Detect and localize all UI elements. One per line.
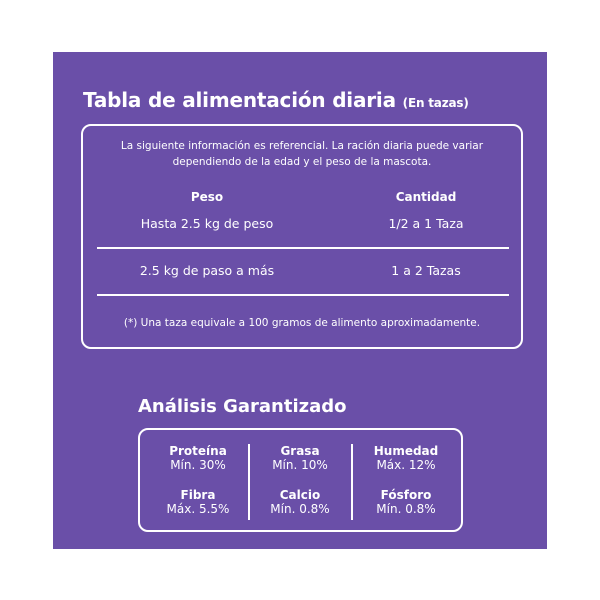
column-header-weight: Peso	[190, 190, 224, 204]
analysis-item-name: Fibra	[180, 488, 216, 502]
analysis-item-name: Grasa	[280, 444, 320, 458]
analysis-item-name: Humedad	[373, 444, 439, 458]
analysis-item-name: Proteína	[169, 444, 227, 458]
info-panel	[53, 52, 547, 549]
analysis-item-value: Mín. 0.8%	[270, 502, 330, 516]
column-header-amount: Cantidad	[395, 190, 457, 204]
intro-line: La siguiente información es referencial. La ración diaria puede variar	[120, 140, 484, 152]
footnote: (*) Una taza equivale a 100 gramos de alimento aproximadamente.	[123, 317, 481, 329]
row-2-weight: 2.5 kg de paso a más	[139, 263, 275, 278]
analysis-item-name: Calcio	[279, 488, 321, 502]
feeding-intro	[83, 138, 521, 170]
analysis-item-name: Fósforo	[380, 488, 432, 502]
feeding-title-text: Tabla de alimentación diaria	[83, 88, 396, 112]
analysis-item-value: Máx. 5.5%	[166, 502, 230, 516]
analysis-title: Análisis Garantizado	[138, 396, 347, 417]
intro-line: dependiendo de la edad y el peso de la mascota.	[172, 156, 432, 168]
feeding-title-unit: (En tazas)	[402, 96, 469, 110]
analysis-table	[138, 428, 463, 532]
row-divider	[97, 294, 509, 296]
analysis-item-value: Mín. 30%	[170, 458, 226, 472]
analysis-item-value: Mín. 0.8%	[376, 502, 436, 516]
row-2-amount: 1 a 2 Tazas	[391, 263, 461, 278]
row-divider	[97, 247, 509, 249]
analysis-item-moisture	[356, 444, 456, 473]
analysis-item-fiber	[148, 488, 248, 517]
analysis-item-calcium	[250, 488, 350, 517]
row-1-weight: Hasta 2.5 kg de peso	[140, 216, 274, 231]
analysis-item-value: Máx. 12%	[376, 458, 436, 472]
analysis-item-fat	[250, 444, 350, 473]
row-1-amount: 1/2 a 1 Taza	[388, 216, 464, 231]
feeding-table	[81, 124, 523, 349]
analysis-item-protein	[148, 444, 248, 473]
feeding-table-title	[83, 88, 469, 112]
analysis-item-value: Mín. 10%	[272, 458, 328, 472]
column-divider	[351, 444, 353, 520]
analysis-item-phosphorus	[356, 488, 456, 517]
